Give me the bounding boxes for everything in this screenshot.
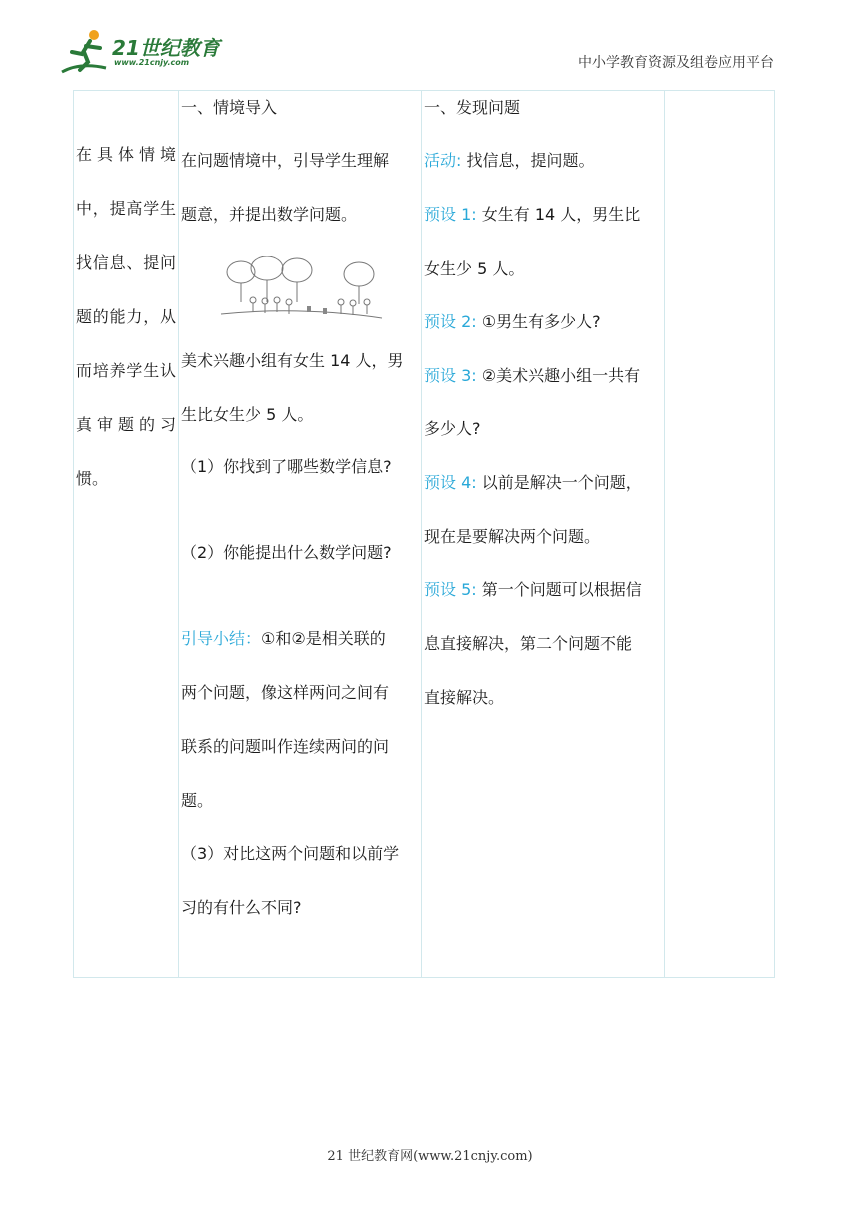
preset-5-text-1: 第一个问题可以根据信 bbox=[481, 580, 642, 599]
preset-5-line-3: 直接解决。 bbox=[424, 688, 505, 707]
teacher-summary-line-3: 联系的问题叫作连续两问的问 bbox=[181, 737, 390, 756]
teacher-intro-line-1: 在问题情境中，引导学生理解 bbox=[181, 151, 390, 170]
teacher-question-1: （1）你找到了哪些数学信息? bbox=[181, 457, 392, 476]
goal-column bbox=[74, 91, 179, 977]
preset-2-label: 预设 2: bbox=[424, 312, 477, 331]
preset-3-text-1: ②美术兴趣小组一共有 bbox=[481, 366, 641, 385]
preset-2-text: ①男生有多少人? bbox=[481, 312, 601, 331]
activity-label: 活动: bbox=[424, 151, 462, 170]
preset-5-line-2: 息直接解决，第二个问题不能 bbox=[424, 634, 633, 653]
preset-5-line-1 bbox=[424, 577, 664, 603]
preset-2-line bbox=[424, 309, 664, 335]
page-header bbox=[0, 0, 860, 90]
notes-column bbox=[665, 91, 776, 977]
preset-5-label: 预设 5: bbox=[424, 580, 477, 599]
teacher-summary-line-4: 题。 bbox=[181, 791, 214, 810]
preset-4-line-1 bbox=[424, 470, 664, 496]
site-logo[interactable] bbox=[60, 28, 240, 76]
teacher-question-3-line-1: （3）对比这两个问题和以前学 bbox=[181, 844, 400, 863]
student-column bbox=[422, 91, 665, 977]
preset-3-label: 预设 3: bbox=[424, 366, 477, 385]
activity-text: 找信息，提问题。 bbox=[466, 151, 595, 170]
logo-url: www.21cnjy.com bbox=[114, 58, 190, 67]
preset-4-label: 预设 4: bbox=[424, 473, 477, 492]
platform-name: 中小学教育资源及组卷应用平台 bbox=[578, 55, 774, 71]
running-figure-icon bbox=[60, 28, 110, 74]
teacher-intro-line-2: 题意，并提出数学问题。 bbox=[181, 205, 358, 224]
page-footer[interactable]: 21 世纪教育网(www.21cnjy.com) bbox=[327, 1149, 533, 1164]
teacher-question-2: （2）你能提出什么数学问题? bbox=[181, 543, 392, 562]
preset-3-line-2: 多少人? bbox=[424, 419, 481, 438]
teacher-summary-line-2: 两个问题，像这样两问之间有 bbox=[181, 683, 390, 702]
preset-4-text-1: 以前是解决一个问题， bbox=[481, 473, 642, 492]
teacher-heading: 一、情境导入 bbox=[181, 98, 278, 117]
goal-text: 在具体情境中，提高学生找信息、提问题的能力，从而培养学生认真审题的习惯。 bbox=[76, 145, 176, 488]
student-heading: 一、发现问题 bbox=[424, 98, 521, 117]
teacher-summary-line-1 bbox=[181, 626, 421, 652]
teacher-question-3-line-2: 习的有什么不同? bbox=[181, 898, 302, 917]
teacher-column bbox=[179, 91, 422, 977]
preset-3-line-1 bbox=[424, 363, 664, 389]
preset-1-text-1: 女生有 14 人，男生比 bbox=[481, 205, 641, 224]
teacher-problem-line-1: 美术兴趣小组有女生 14 人，男 bbox=[181, 351, 404, 370]
teacher-problem-line-2: 生比女生少 5 人。 bbox=[181, 405, 314, 424]
lesson-table bbox=[73, 90, 775, 978]
preset-1-line-2: 女生少 5 人。 bbox=[424, 259, 525, 278]
students-under-trees-illustration bbox=[219, 256, 384, 326]
summary-text-1: ①和②是相关联的 bbox=[261, 629, 386, 648]
student-activity bbox=[424, 148, 664, 174]
summary-label: 引导小结： bbox=[181, 629, 262, 648]
preset-1-label: 预设 1: bbox=[424, 205, 477, 224]
preset-4-line-2: 现在是要解决两个问题。 bbox=[424, 527, 601, 546]
preset-1-line-1 bbox=[424, 202, 664, 228]
logo-text: 21世纪教育 bbox=[112, 36, 220, 60]
